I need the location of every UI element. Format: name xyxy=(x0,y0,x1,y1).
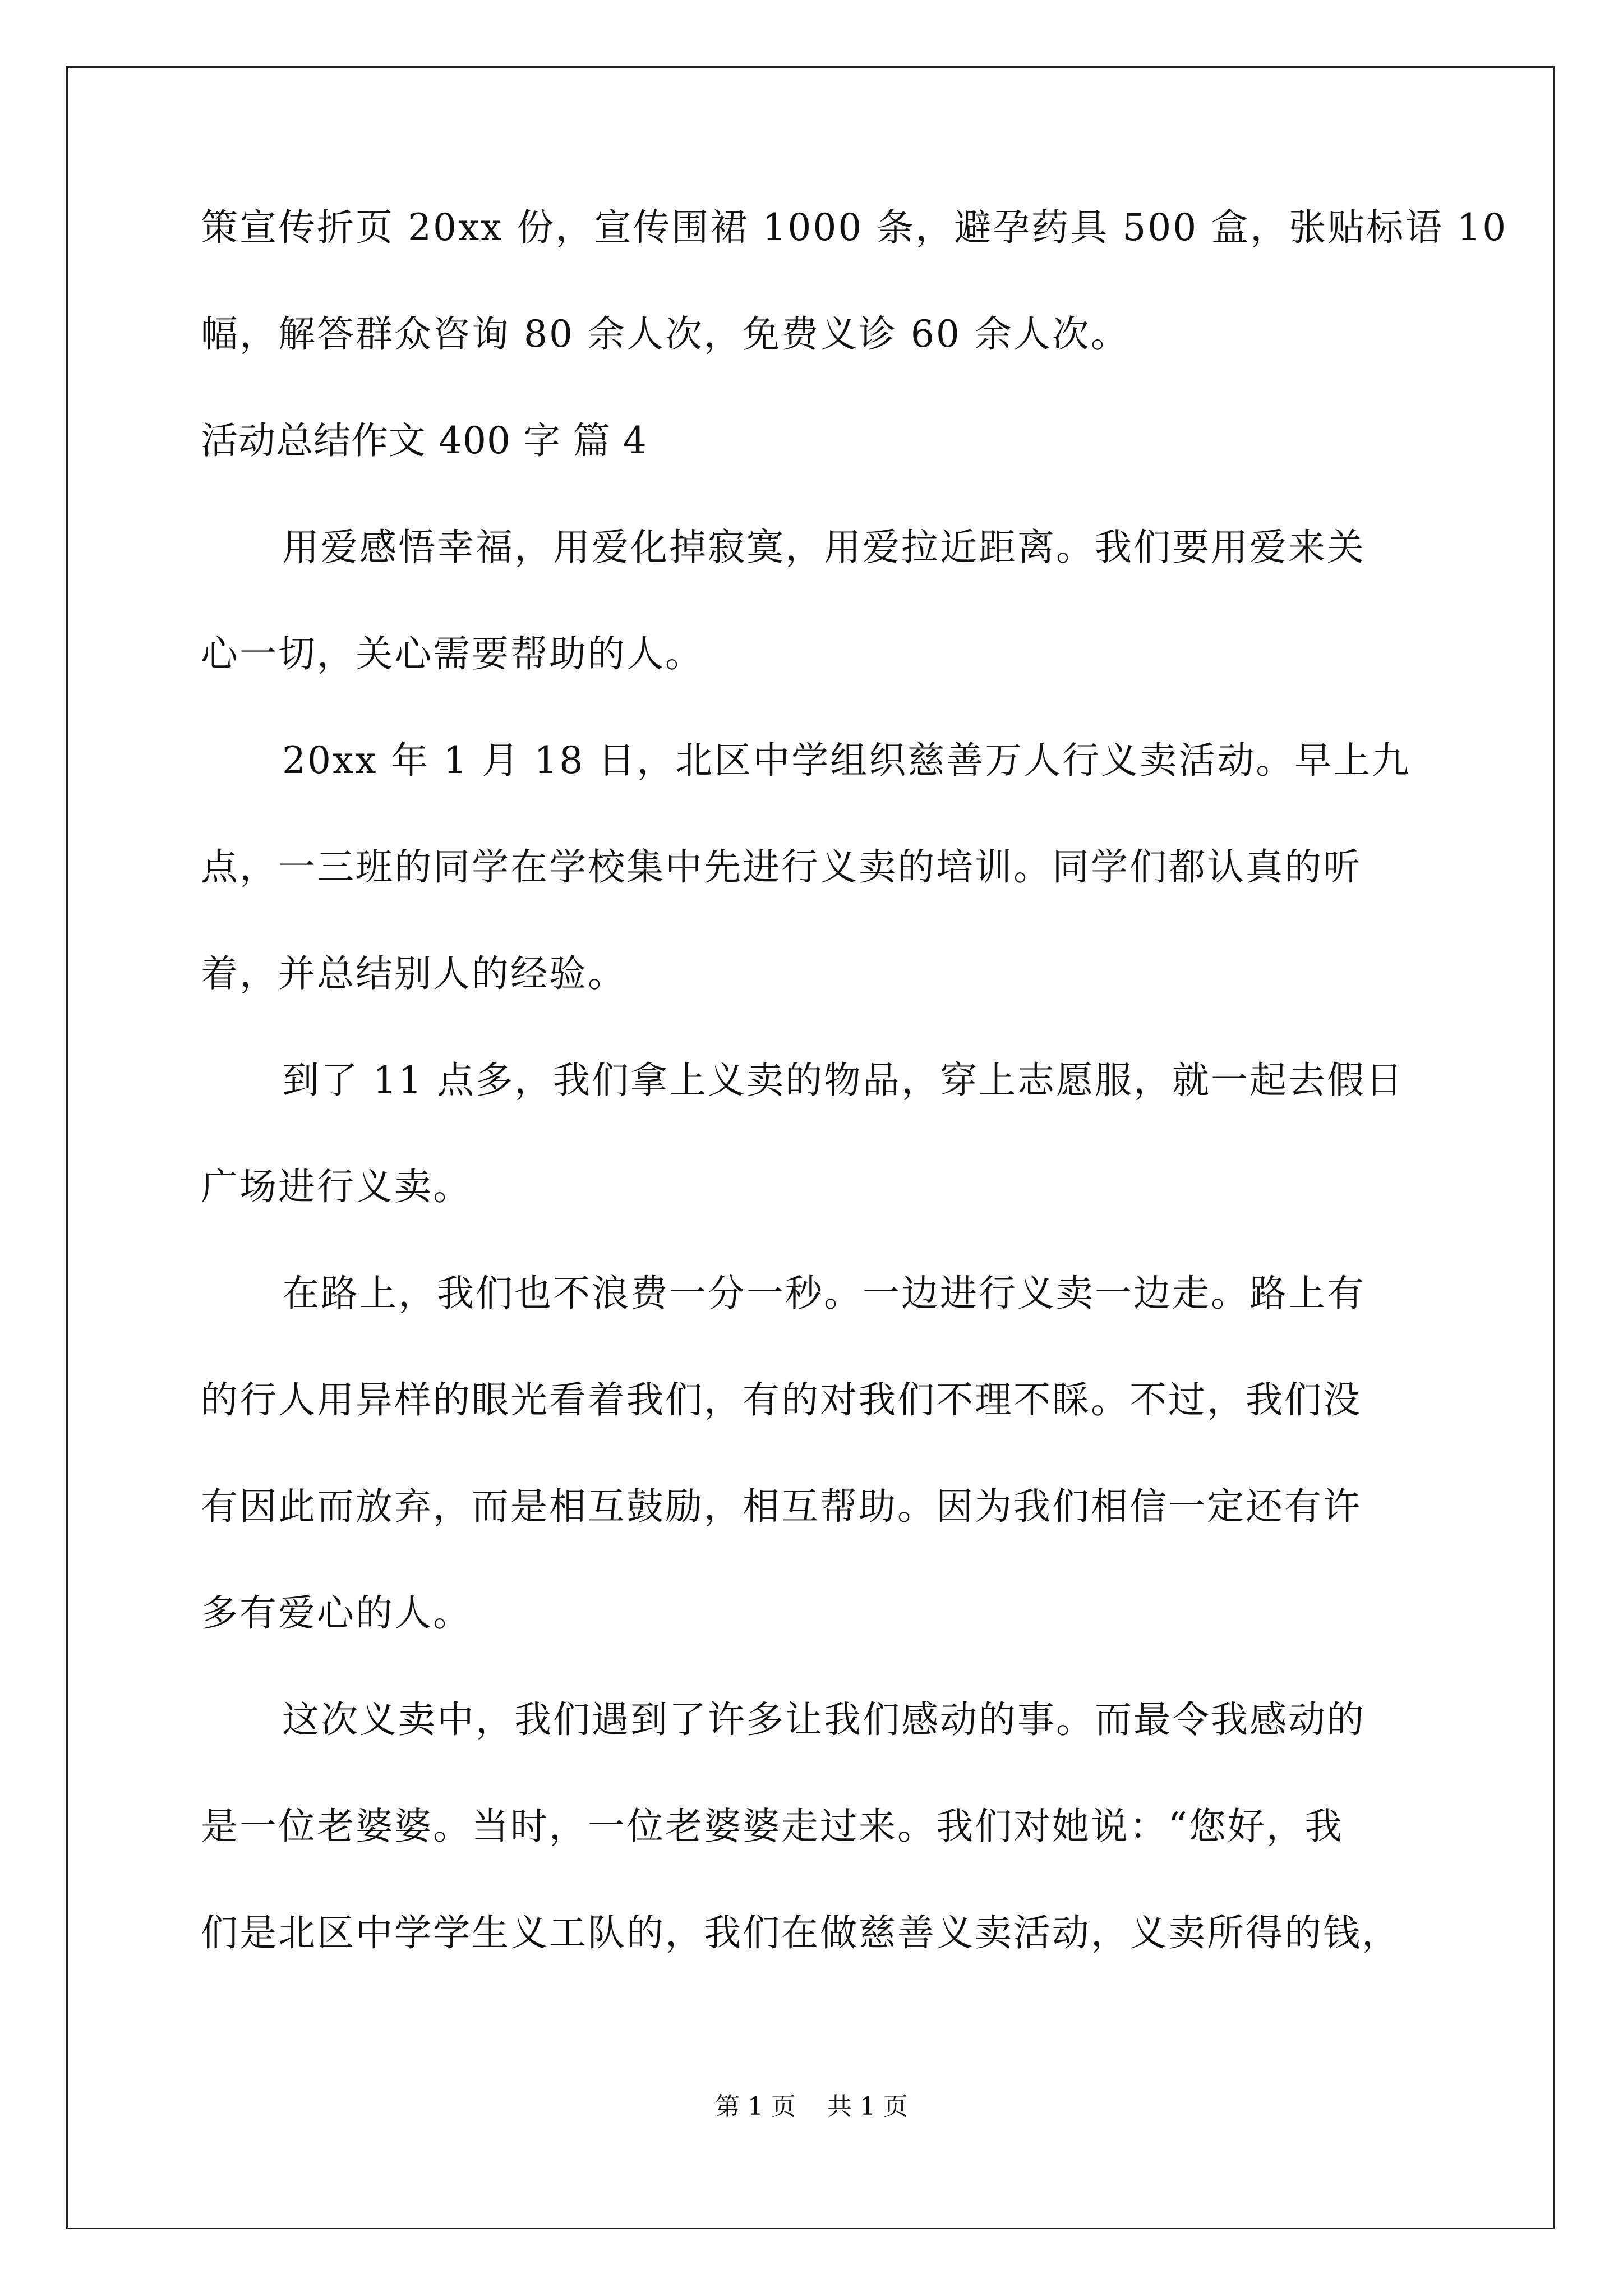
text-line: 的行人用异样的眼光看着我们，有的对我们不理不睬。不过，我们没 xyxy=(201,1378,1362,1421)
text-line: 是一位老婆婆。当时，一位老婆婆走过来。我们对她说：“您好，我 xyxy=(201,1805,1344,1848)
text-line: 多有爱心的人。 xyxy=(201,1591,472,1635)
text-line: 们是北区中学学生义工队的，我们在做慈善义卖活动，义卖所得的钱， xyxy=(201,1911,1400,1954)
paragraph-first-line: 到了 11 点多，我们拿上义卖的物品，穿上志愿服，就一起去假日 xyxy=(282,1059,1404,1102)
text-line: 策宣传折页 20xx 份，宣传围裙 1000 条，避孕药具 500 盒，张贴标语 10 xyxy=(201,206,1508,249)
paragraph-first-line: 20xx 年 1 月 18 日，北区中学组织慈善万人行义卖活动。早上九 xyxy=(282,739,1411,782)
paragraph-first-line: 这次义卖中，我们遇到了许多让我们感动的事。而最令我感动的 xyxy=(282,1698,1366,1741)
page-footer: 第 1 页 共 1 页 xyxy=(715,2092,908,2121)
text-line: 幅，解答群众咨询 80 余人次，免费义诊 60 余人次。 xyxy=(201,312,1129,356)
text-line: 有因此而放弃，而是相互鼓励，相互帮助。因为我们相信一定还有许 xyxy=(201,1485,1362,1528)
document-body xyxy=(201,202,1508,2014)
text-line: 广场进行义卖。 xyxy=(201,1165,472,1208)
text-line: 心一切，关心需要帮助的人。 xyxy=(201,632,704,675)
paragraph-first-line: 用爱感悟幸福，用爱化掉寂寞，用爱拉近距离。我们要用爱来关 xyxy=(282,526,1366,569)
text-line: 点，一三班的同学在学校集中先进行义卖的培训。同学们都认真的听 xyxy=(201,845,1362,889)
text-line: 着，并总结别人的经验。 xyxy=(201,952,626,995)
section-heading: 活动总结作文 400 字 篇 4 xyxy=(201,419,647,462)
paragraph-first-line: 在路上，我们也不浪费一分一秒。一边进行义卖一边走。路上有 xyxy=(282,1272,1366,1315)
